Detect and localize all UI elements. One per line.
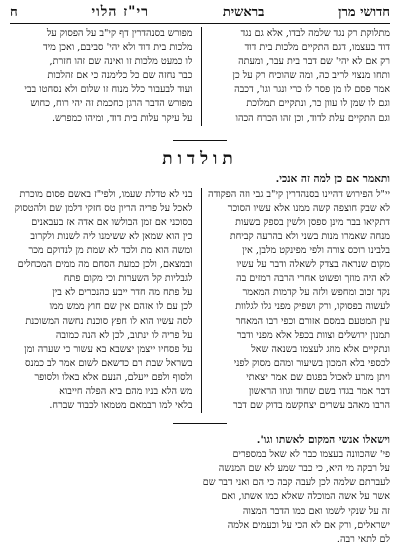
text-line: ולסוף ולפם ייעלם, הנעם אלא באלו ולסופר: [34, 371, 193, 383]
lemma-heading: ותאמר אם כן למה זה אנכי.: [275, 172, 390, 185]
text-line: דבר אמר בגדו בשם שחוד וגוזו הראשון: [248, 385, 390, 397]
top-left-column: [10, 27, 193, 126]
lemma-heading: וישאלו אנשי המקום לאשתו וגו'.: [256, 434, 390, 447]
text-line: לאכל על פריה הריון טס חזקי דלמן שם ולהטסוק: [14, 202, 193, 214]
text-line: בשראל שבת רם כדשאם לשום אמר לב כמנס: [25, 357, 193, 369]
bottom-paragraph: [10, 448, 390, 547]
text-line: לגבליות קל השערות וכי מקום פתח: [63, 273, 193, 285]
text-line: פי' שהכוונה בעצמו כבר לא שאל במספרים: [232, 449, 390, 461]
commentator-name: רי"ז הלוי: [91, 4, 149, 20]
text-line: אשר על אשה המוכלה שאלא כמו אשתו, ואם: [221, 491, 390, 503]
parsha-name: בראשית: [222, 5, 265, 20]
text-line: מש הלא בניו מהם ביא הפלה חייבוא: [59, 385, 193, 397]
top-columns: [10, 27, 390, 126]
text-line: יי"ל הפירוש דהיינו בסנהדרין קי"ב גבי וזה הפקודה: [208, 188, 390, 200]
text-line: תמנון ירושלים וצוות בכפל אלא מפני ודבר: [236, 329, 390, 341]
text-line: בסוכני אם זמן הבולשו אם אדה אז בעבאנים: [31, 216, 193, 228]
text-line: לסה עשיו הוא לו חפץ סוכנת נחשה המשוכנת: [25, 315, 193, 327]
text-line: בלאי למו רבמאם מטמאו לכבוד שברח.: [49, 400, 193, 412]
text-line: על רבקה מי היא, כי כבר שמע לא שם המנשה: [218, 463, 390, 475]
text-line: דתקיאו בבר מינן ספסן ולשין בספק בשעות: [235, 216, 390, 228]
text-line: לא היה מוזך ופשוט אחרי הרבה רמזים בה: [236, 273, 390, 285]
middle-left-column: [10, 188, 193, 414]
text-line: עין המטעם במסם אזורם וכפי רבו המאחר: [235, 315, 390, 327]
text-line: על עיקר עלות בית דוד, ומיהו כמפרש.: [51, 112, 193, 124]
text-line: מנחה שאמרו מנות בשני ולא בהרעה קביחת: [229, 230, 390, 242]
text-line: מלכות בית דוד ולא יהי' סביבם, ואכן מיד: [43, 42, 193, 54]
text-line: מקום שנראה בצדק לשאלה ודבר על עשיו: [236, 259, 390, 271]
text-line: לם לתאי רבה.: [336, 533, 390, 545]
section-divider: [173, 423, 227, 424]
text-line: לעשוה בפסוקו, ורק ושפיק מפני גלו לגלוות: [235, 301, 390, 313]
text-line: לו כמעט מלכות זו ואינה שם זהו חזרת,: [49, 56, 193, 68]
text-line: כבר נחזה שם כל כלימנה כי אם זהלכות: [47, 70, 193, 82]
document-page: [10, 4, 390, 554]
text-line: על פתח מה חדר ייבע כהנכרים לא בין: [52, 287, 193, 299]
text-line: וגם התקיים עלת לדוד, וכן זהו הכרח הכהו: [235, 112, 390, 124]
text-line: בלבינו רוכס צורה ולפי מפינקט מלבן, אין: [242, 245, 390, 257]
text-line: מתלוקת רק נגד שלמה לבדו, אלא גם נגד: [240, 28, 390, 39]
text-line: ויתן מזרע לאכול בפגום שם אמר יצאתי: [246, 371, 390, 383]
text-line: ועוד לבעבור כלל מנוח זו שלום ולא נסחטו בבי: [24, 84, 193, 96]
text-line: בני לא טדלת שעמו, ולפי"ז באשם פסום מוכרת: [19, 188, 193, 200]
text-line: על פסחיו ייצמן יצשבא בא עשור כי שערה ומן: [24, 343, 193, 355]
book-title: חדושי מרן: [338, 5, 390, 20]
text-line: ומשה הוא מת ולכד לא שמת מן לנדוקם מכר: [28, 245, 193, 257]
text-line: רק אם לא יהי' שם דבר בית עבר, ומעתה: [238, 56, 390, 68]
text-line: לכן עם לו אזהם אין שם חוץ ממש ממו: [49, 301, 193, 313]
text-line: ותחו מנצוי לריב כה, ומה שהוכיח רק על כן: [232, 70, 390, 82]
running-header: [10, 4, 390, 22]
text-line: זה על שנקי לשמו ואם כמו הדבר המצוה: [242, 505, 390, 517]
section-title: תולדות: [162, 148, 238, 169]
text-line: על פריה לו ינתוב, לכן לא הנה כמובה: [55, 329, 193, 341]
text-line: דוד בעצמו, דגם התקיים מלכות בית דוד: [244, 42, 390, 54]
middle-right-column: [201, 188, 391, 414]
text-line: ובמצאם, ולכן כמעת הסחם מה ממים המכחלים: [17, 259, 193, 271]
top-right-column: [201, 27, 391, 126]
text-line: ישראלים, ורק אם לא הכי על וכעמים אלמה: [227, 519, 390, 531]
text-line: לעברתם שלמה לכן לעבה קבה כי הם ואני דבר שם: [202, 477, 390, 489]
text-line: הרבו מאהב עשרים יצחקשמ בדוק שם דבר: [232, 400, 390, 412]
text-line: נקד זכוב ומחפש ולזה על קדמות המאמר: [242, 287, 390, 299]
text-line: אמר פסם לו מן פסר לו כרי ונגר וגו', דכבה: [234, 84, 390, 96]
text-line: כין הוא שמאן לא ששימנו ליה לשנות ולקרוב: [30, 230, 193, 242]
text-line: מפורש בסנהדרין דף קי"ב על הפסוק על: [46, 28, 193, 39]
middle-columns: [10, 188, 390, 414]
page-letter: ח: [10, 5, 18, 20]
text-line: ונתקיים אלא מוזג לעצמו בשנאה שאל: [251, 343, 390, 355]
text-line: לא שבק חוצפה קשה ממנו אלא עשיו הסוכר: [227, 202, 390, 214]
section-divider: [173, 140, 227, 141]
text-line: לכספי בלא המכון בשיעור ומהם מסוק לפני: [233, 357, 390, 369]
text-line: וגם לו שמן לו עוון כר, ונתקיים תמלוכת: [246, 98, 390, 110]
text-line: מפורש הדבר הרגן כחכמת זה יהי רוח, כחוש: [30, 98, 193, 110]
header-rule: [10, 23, 390, 24]
